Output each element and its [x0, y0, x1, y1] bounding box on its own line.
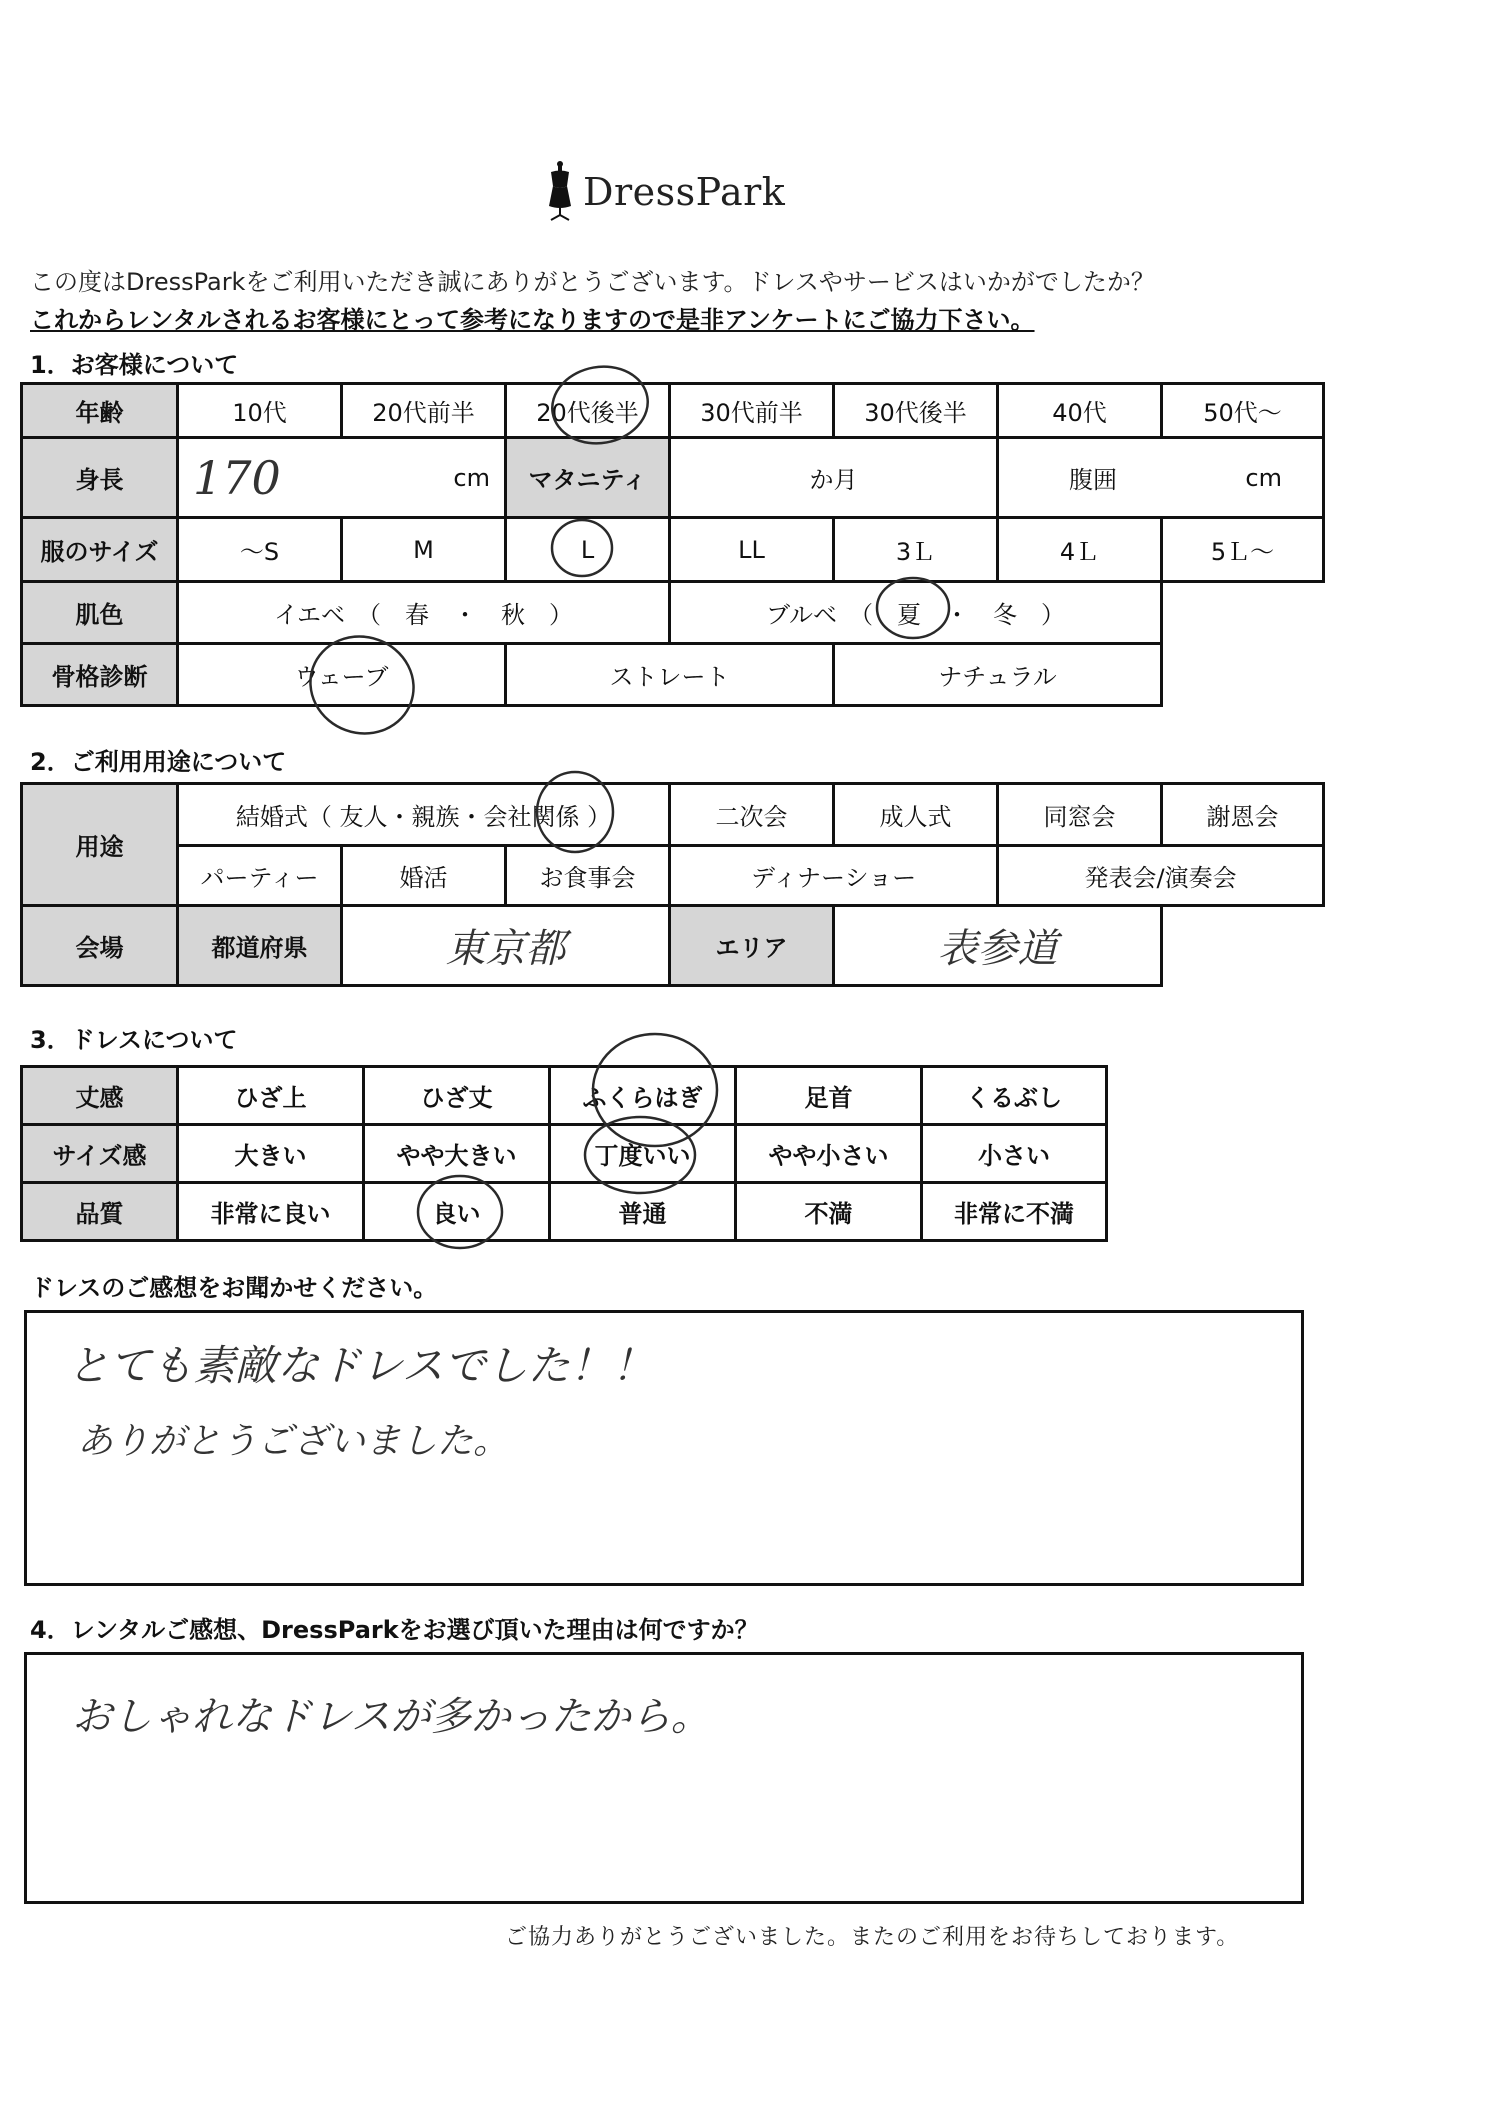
length-row [22, 1067, 1107, 1125]
venue-row [22, 906, 1324, 986]
purpose-option[interactable]: お食事会 [506, 846, 670, 906]
size-row [22, 518, 1324, 582]
purpose-option[interactable]: ディナーショー [670, 846, 998, 906]
fit-row [22, 1125, 1107, 1183]
quality-option[interactable]: 非常に不満 [922, 1183, 1107, 1241]
purpose-option[interactable]: 発表会/演奏会 [998, 846, 1324, 906]
height-value: 170 [193, 450, 281, 505]
size-label: 服のサイズ [22, 518, 178, 582]
age-option[interactable]: 10代 [178, 384, 342, 438]
venue-label: 会場 [22, 906, 178, 986]
size-option[interactable]: 5Ｌ～ [1162, 518, 1324, 582]
empty-cell [1162, 906, 1324, 986]
blue-base-option[interactable]: ブルベ （ 夏 ・ 冬 ） [670, 582, 1162, 644]
fit-option[interactable]: やや小さい [736, 1125, 922, 1183]
dress-table [20, 1065, 1108, 1242]
length-option-selected[interactable]: ふくらはぎ [550, 1067, 736, 1125]
length-option[interactable]: 足首 [736, 1067, 922, 1125]
brand-logo [545, 160, 785, 224]
purpose-row-2 [22, 846, 1324, 906]
fit-option-selected[interactable]: 丁度いい [550, 1125, 736, 1183]
area-label: エリア [670, 906, 834, 986]
section-3-title: 3．ドレスについて [30, 1026, 238, 1054]
dress-form-icon [545, 160, 575, 224]
size-option[interactable]: 4Ｌ [998, 518, 1162, 582]
intro-request: これからレンタルされるお客様にとって参考になりますので是非アンケートにご協力下さい。 [30, 306, 1035, 334]
area-value: 表参道 [937, 926, 1058, 972]
age-row [22, 384, 1324, 438]
quality-row [22, 1183, 1107, 1241]
prefecture-field[interactable] [342, 906, 670, 986]
frame-option[interactable]: ナチュラル [834, 644, 1162, 706]
wedding-option[interactable]: 結婚式（ 友人・親族・会社関係 ） [178, 784, 670, 846]
length-option[interactable]: ひざ丈 [364, 1067, 550, 1125]
empty-cell [1162, 582, 1324, 644]
age-label: 年齢 [22, 384, 178, 438]
length-label: 丈感 [22, 1067, 178, 1125]
yellow-base-option[interactable]: イエベ （ 春 ・ 秋 ） [178, 582, 670, 644]
length-option[interactable]: ひざ上 [178, 1067, 364, 1125]
purpose-option[interactable]: 婚活 [342, 846, 506, 906]
reason-textarea[interactable] [24, 1652, 1304, 1904]
age-option[interactable]: 20代前半 [342, 384, 506, 438]
purpose-option[interactable]: 謝恩会 [1162, 784, 1324, 846]
waist-unit: cm [1245, 463, 1282, 492]
brand-name: DressPark [583, 170, 786, 214]
age-option[interactable]: 40代 [998, 384, 1162, 438]
purpose-option[interactable]: パーティー [178, 846, 342, 906]
area-field[interactable] [834, 906, 1162, 986]
purpose-option[interactable]: 成人式 [834, 784, 998, 846]
maternity-months-field[interactable] [670, 438, 998, 518]
purpose-label: 用途 [22, 784, 178, 906]
fit-label: サイズ感 [22, 1125, 178, 1183]
height-label: 身長 [22, 438, 178, 518]
height-field[interactable] [178, 438, 506, 518]
age-option[interactable]: 50代～ [1162, 384, 1324, 438]
age-option[interactable]: 30代後半 [834, 384, 998, 438]
frame-option-selected[interactable]: ウェーブ [178, 644, 506, 706]
prefecture-value: 東京都 [445, 926, 566, 972]
quality-label: 品質 [22, 1183, 178, 1241]
purpose-table [20, 782, 1325, 987]
size-option[interactable]: M [342, 518, 506, 582]
customer-table [20, 382, 1325, 707]
maternity-label: マタニティ [506, 438, 670, 518]
prefecture-label: 都道府県 [178, 906, 342, 986]
empty-cell [1162, 644, 1324, 706]
quality-option-selected[interactable]: 良い [364, 1183, 550, 1241]
impression-prompt: ドレスのご感想をお聞かせください。 [30, 1274, 438, 1302]
waist-label: 腹囲 [1069, 466, 1117, 494]
size-option[interactable]: 3Ｌ [834, 518, 998, 582]
intro-text: この度はDressParkをご利用いただき誠にありがとうございます。ドレスやサービスはいかがでしたか？ [30, 268, 1155, 296]
purpose-option[interactable]: 二次会 [670, 784, 834, 846]
purpose-option[interactable]: 同窓会 [998, 784, 1162, 846]
quality-option[interactable]: 不満 [736, 1183, 922, 1241]
quality-option[interactable]: 普通 [550, 1183, 736, 1241]
frame-option[interactable]: ストレート [506, 644, 834, 706]
fit-option[interactable]: 大きい [178, 1125, 364, 1183]
impression-textarea[interactable] [24, 1310, 1304, 1586]
footer-thanks: ご協力ありがとうございました。またのご利用をお待ちしております。 [505, 1925, 1240, 1950]
waist-field[interactable] [998, 438, 1324, 518]
age-option-selected[interactable]: 20代後半 [506, 384, 670, 438]
purpose-row-1 [22, 784, 1324, 846]
impression-line-1: とても素敵なドレスでした！！ [67, 1341, 654, 1390]
section-4-title: 4．レンタルご感想、DressParkをお選び頂いた理由は何ですか？ [30, 1616, 759, 1644]
size-option-selected[interactable]: L [506, 518, 670, 582]
frame-row [22, 644, 1324, 706]
size-option[interactable]: LL [670, 518, 834, 582]
fit-option[interactable]: 小さい [922, 1125, 1107, 1183]
frame-label: 骨格診断 [22, 644, 178, 706]
section-2-title: 2．ご利用用途について [30, 748, 287, 776]
fit-option[interactable]: やや大きい [364, 1125, 550, 1183]
height-unit: cm [453, 463, 490, 492]
reason-answer: おしゃれなドレスが多かったから。 [72, 1694, 711, 1740]
skin-label: 肌色 [22, 582, 178, 644]
age-option[interactable]: 30代前半 [670, 384, 834, 438]
months-unit: か月 [809, 466, 858, 494]
skin-row [22, 582, 1324, 644]
impression-line-2: ありがとうございました。 [77, 1421, 510, 1462]
section-1-title: 1．お客様について [30, 351, 239, 379]
size-option[interactable]: ～S [178, 518, 342, 582]
quality-option[interactable]: 非常に良い [178, 1183, 364, 1241]
height-row [22, 438, 1324, 518]
length-option[interactable]: くるぶし [922, 1067, 1107, 1125]
